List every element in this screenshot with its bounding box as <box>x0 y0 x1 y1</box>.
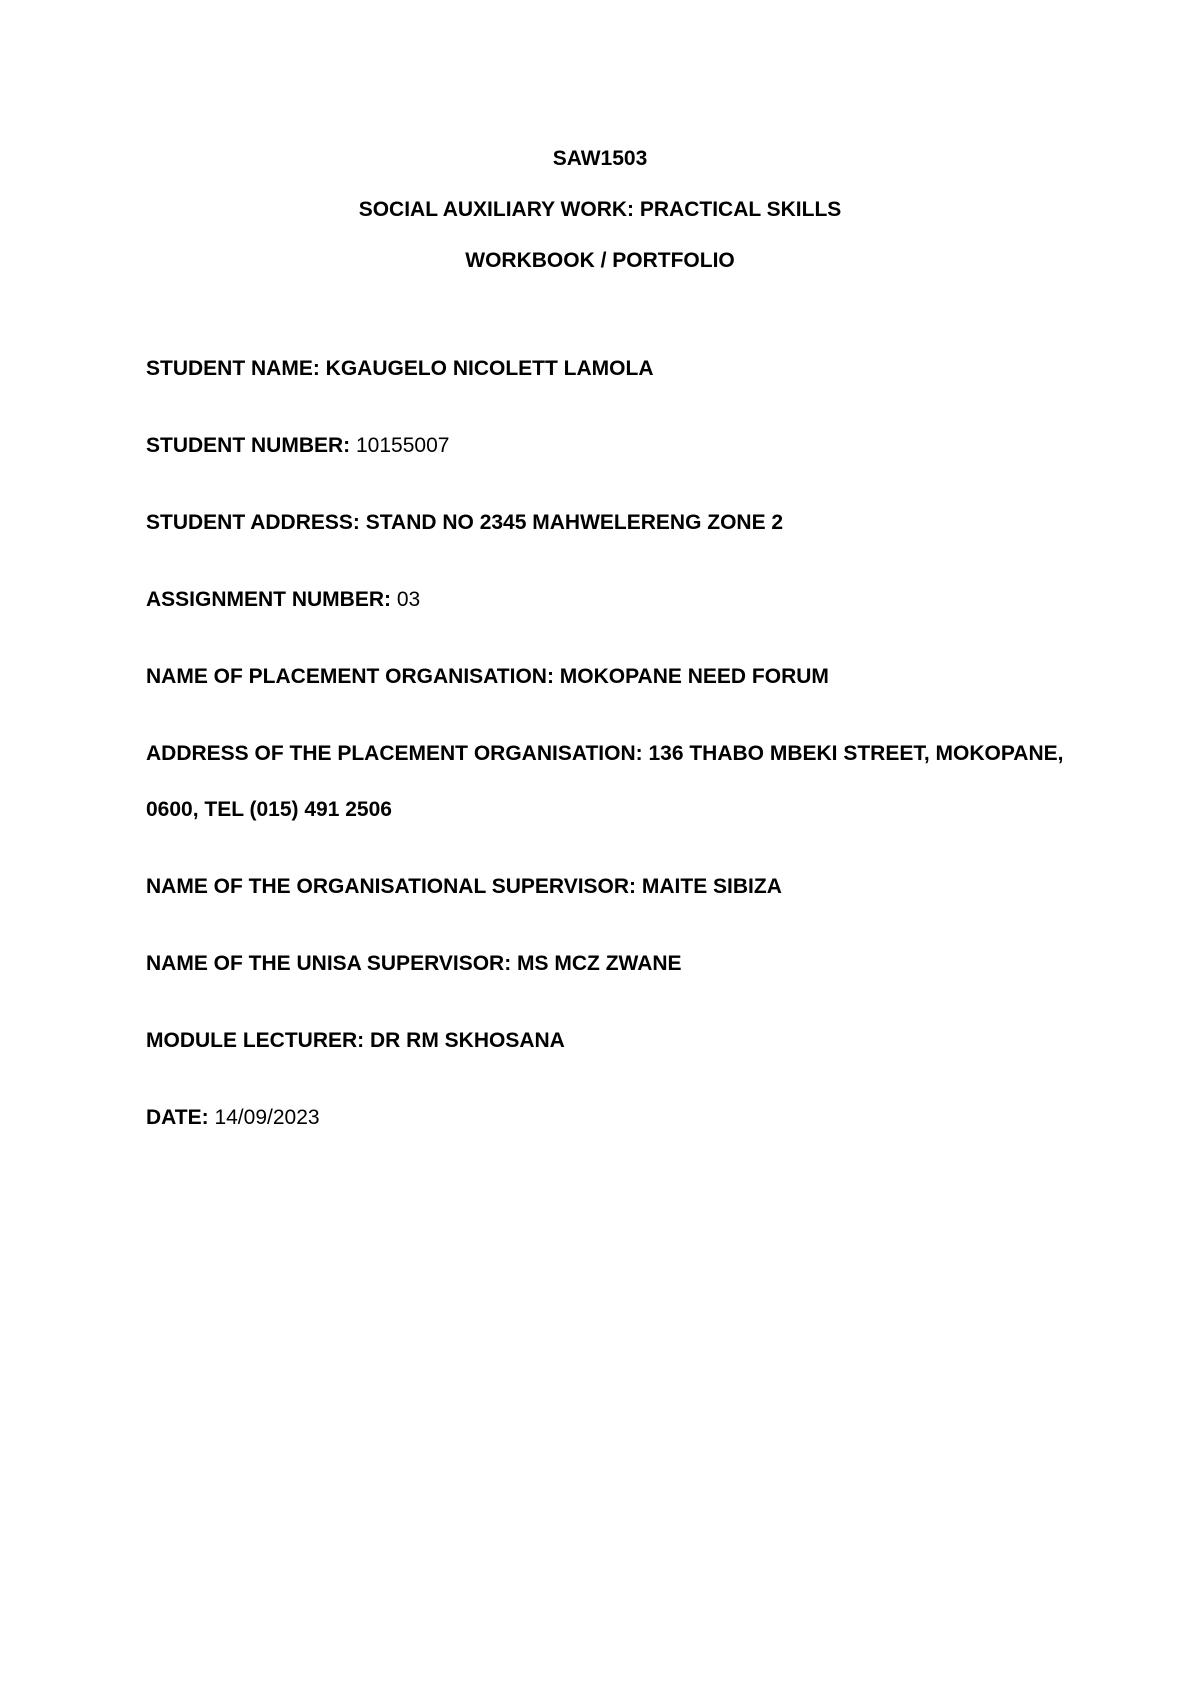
organisational-supervisor-line <box>146 874 1106 900</box>
placement-address-label: ADDRESS OF THE PLACEMENT ORGANISATION: <box>146 742 643 765</box>
student-name-value: KGAUGELO NICOLETT LAMOLA <box>325 357 654 380</box>
module-title: SOCIAL AUXILIARY WORK: PRACTICAL SKILLS <box>358 198 842 221</box>
document-subtitle: WORKBOOK / PORTFOLIO <box>465 249 735 272</box>
module-lecturer-line <box>146 1028 1106 1054</box>
student-number-value: 10155007 <box>356 434 450 457</box>
student-name-line <box>146 356 1106 382</box>
module-code: SAW1503 <box>552 147 648 170</box>
student-number-label: STUDENT NUMBER: <box>146 434 351 457</box>
student-address-label: STUDENT ADDRESS: <box>146 511 360 534</box>
date-line <box>146 1105 1106 1131</box>
student-address-value: STAND NO 2345 MAHWELERENG ZONE 2 <box>365 511 784 534</box>
assignment-number-value: 03 <box>396 588 421 611</box>
date-label: DATE: <box>146 1106 209 1129</box>
module-lecturer-value: DR RM SKHOSANA <box>370 1029 565 1052</box>
placement-address-line <box>146 726 1106 838</box>
placement-address-value: 136 THABO MBEKI STREET, MOKOPANE, 0600, TEL (015) 491 2506 <box>146 742 1064 821</box>
student-number-line <box>146 433 1106 459</box>
placement-organisation-value: MOKOPANE NEED FORUM <box>559 665 829 688</box>
cover-header <box>0 146 1200 299</box>
assignment-number-line <box>146 587 1106 613</box>
student-address-line <box>146 510 1106 536</box>
student-name-label: STUDENT NAME: <box>146 357 320 380</box>
assignment-number-label: ASSIGNMENT NUMBER: <box>146 588 391 611</box>
module-lecturer-label: MODULE LECTURER: <box>146 1029 365 1052</box>
unisa-supervisor-value: MS MCZ ZWANE <box>517 952 682 975</box>
cover-details <box>146 356 1106 1182</box>
placement-organisation-label: NAME OF PLACEMENT ORGANISATION: <box>146 665 554 688</box>
placement-organisation-line <box>146 664 1106 690</box>
unisa-supervisor-label: NAME OF THE UNISA SUPERVISOR: <box>146 952 512 975</box>
organisational-supervisor-value: MAITE SIBIZA <box>641 875 782 898</box>
unisa-supervisor-line <box>146 951 1106 977</box>
organisational-supervisor-label: NAME OF THE ORGANISATIONAL SUPERVISOR: <box>146 875 637 898</box>
date-value: 14/09/2023 <box>214 1106 320 1129</box>
